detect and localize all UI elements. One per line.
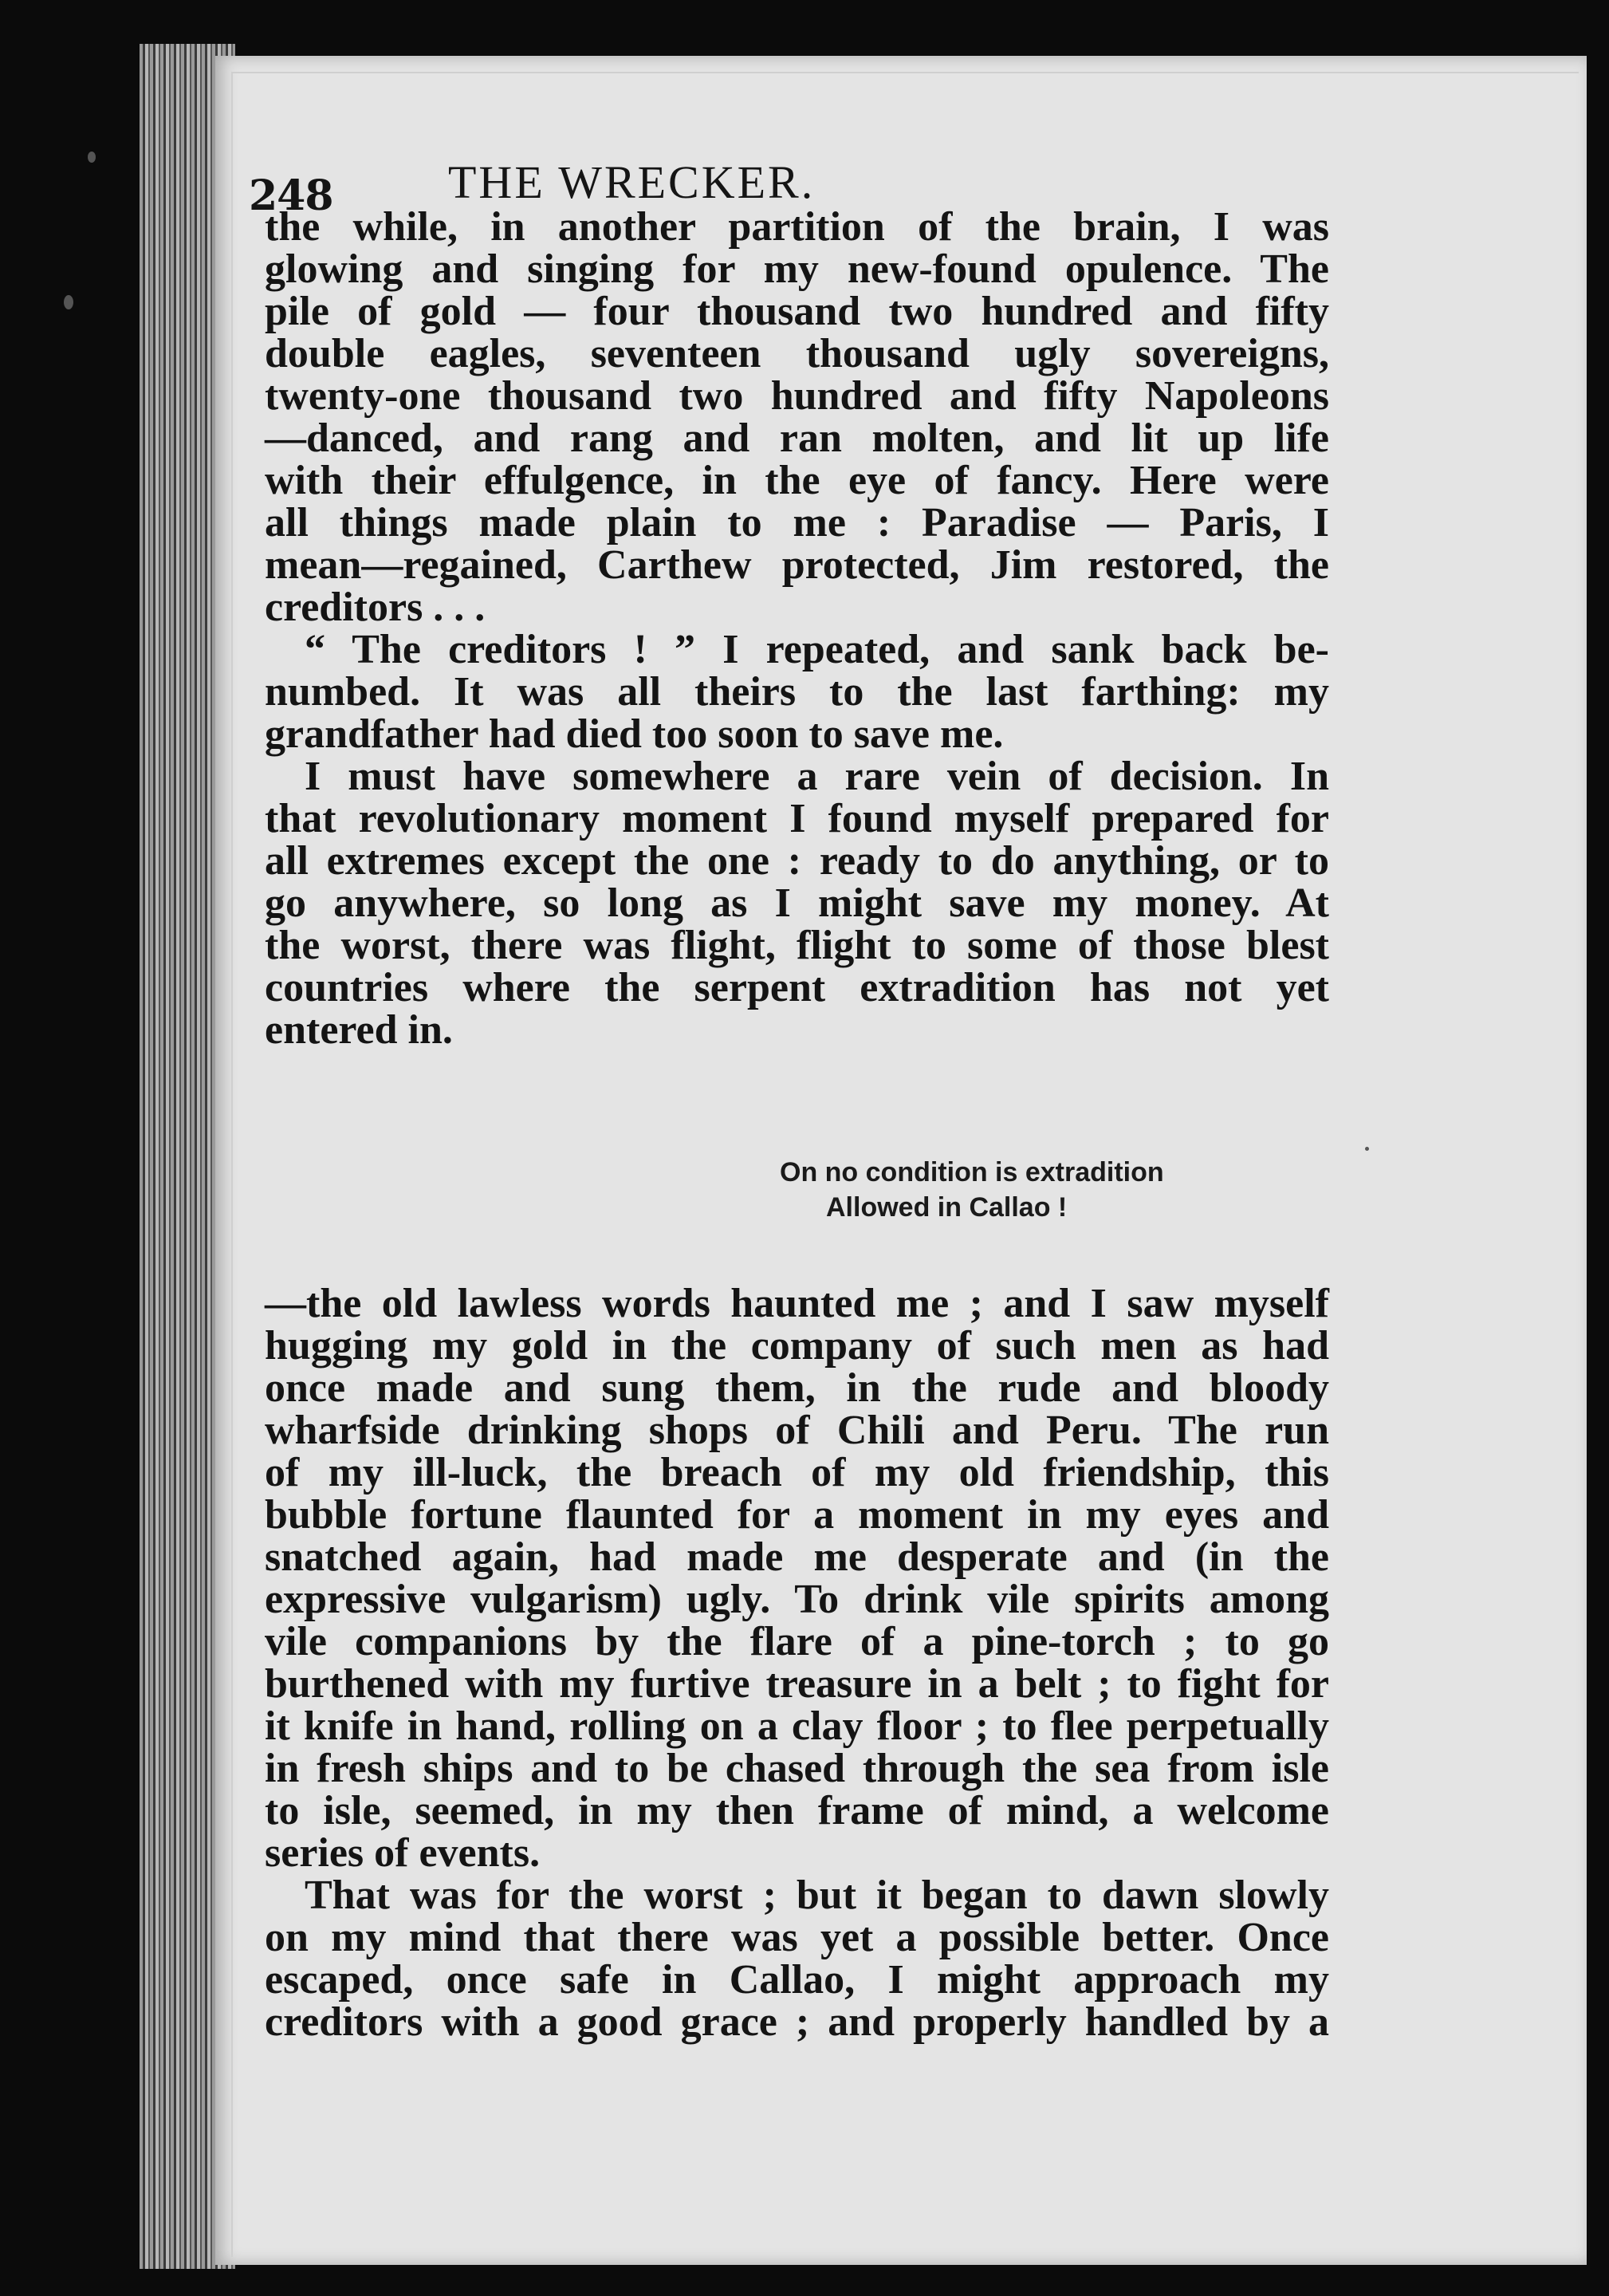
text-line: in fresh ships and to be chased through the sea from isle [265, 1746, 1329, 1791]
text-line: countries where the serpent extradition has not yet [265, 965, 1329, 1010]
text-line: pile of gold — four thousand two hundred and fifty [265, 289, 1329, 334]
text-line: “ The creditors ! ” I repeated, and sank back be- [305, 627, 1329, 672]
text-line: wharfside drinking shops of Chili and Peru. The run [265, 1408, 1329, 1453]
verse-line: On no condition is extradition [780, 1157, 1164, 1187]
text-line: —the old lawless words haunted me ; and I saw myself [265, 1281, 1329, 1326]
text-line: numbed. It was all theirs to the last farthing: my [265, 669, 1329, 715]
text-line: to isle, seemed, in my then frame of mind, a welcome [265, 1788, 1329, 1833]
text-line: creditors with a good grace ; and properly handled by a [265, 1999, 1329, 2045]
text-line: glowing and singing for my new-found opulence. The [265, 246, 1329, 292]
text-line: all extremes except the one : ready to do anything, or to [265, 838, 1329, 884]
verse-line: Allowed in Callao ! [826, 1192, 1068, 1223]
text-line: snatched again, had made me desperate and (in the [265, 1534, 1329, 1580]
text-line: creditors . . . [265, 585, 486, 630]
text-line: once made and sung them, in the rude and bloody [265, 1365, 1329, 1411]
text-line: with their effulgence, in the eye of fancy. Here were [265, 458, 1329, 503]
text-line: mean—regained, Carthew protected, Jim restored, the [265, 542, 1329, 588]
text-line: of my ill-luck, the breach of my old friendship, this [265, 1450, 1329, 1495]
text-line: twenty-one thousand two hundred and fifty Napoleons [265, 373, 1329, 419]
text-line: escaped, once safe in Callao, I might approach my [265, 1957, 1329, 2003]
text-line: series of events. [265, 1830, 541, 1876]
text-line: expressive vulgarism) ugly. To drink vile spirits among [265, 1577, 1329, 1622]
text-line: the worst, there was flight, flight to some of those blest [265, 923, 1329, 968]
text-line: double eagles, seventeen thousand ugly sovereigns, [265, 331, 1329, 376]
text-line: I must have somewhere a rare vein of decision. In [305, 754, 1329, 799]
text-line: all things made plain to me : Paradise — Paris, I [265, 500, 1329, 545]
text-line: it knife in hand, rolling on a clay floor ; to flee perpetually [265, 1703, 1329, 1749]
scan-speck [88, 152, 96, 163]
body-text-upper [265, 206, 1329, 1051]
running-title: THE WRECKER. [448, 156, 816, 208]
text-line: vile companions by the flare of a pine-torch ; to go [265, 1619, 1329, 1664]
text-line: hugging my gold in the company of such men as had [265, 1323, 1329, 1369]
page-number: 248 [249, 171, 333, 220]
text-line: bubble fortune flaunted for a moment in my eyes and [265, 1492, 1329, 1538]
body-text-lower [265, 1282, 1329, 2043]
text-line: on my mind that there was yet a possible better. Once [265, 1915, 1329, 1960]
text-line: the while, in another partition of the brain, I was [265, 204, 1329, 250]
scan-speck [1365, 1147, 1369, 1151]
text-line: That was for the worst ; but it began to dawn slowly [305, 1873, 1329, 1918]
scan-speck [64, 295, 73, 309]
text-line: that revolutionary moment I found myself prepared for [265, 796, 1329, 841]
text-line: burthened with my furtive treasure in a belt ; to fight for [265, 1661, 1329, 1707]
verse-quote [478, 1155, 1196, 1225]
text-line: grandfather had died too soon to save me. [265, 711, 1004, 757]
text-line: —danced, and rang and ran molten, and lit up life [265, 415, 1329, 461]
text-line: go anywhere, so long as I might save my money. At [265, 880, 1329, 926]
text-line: entered in. [265, 1007, 453, 1053]
